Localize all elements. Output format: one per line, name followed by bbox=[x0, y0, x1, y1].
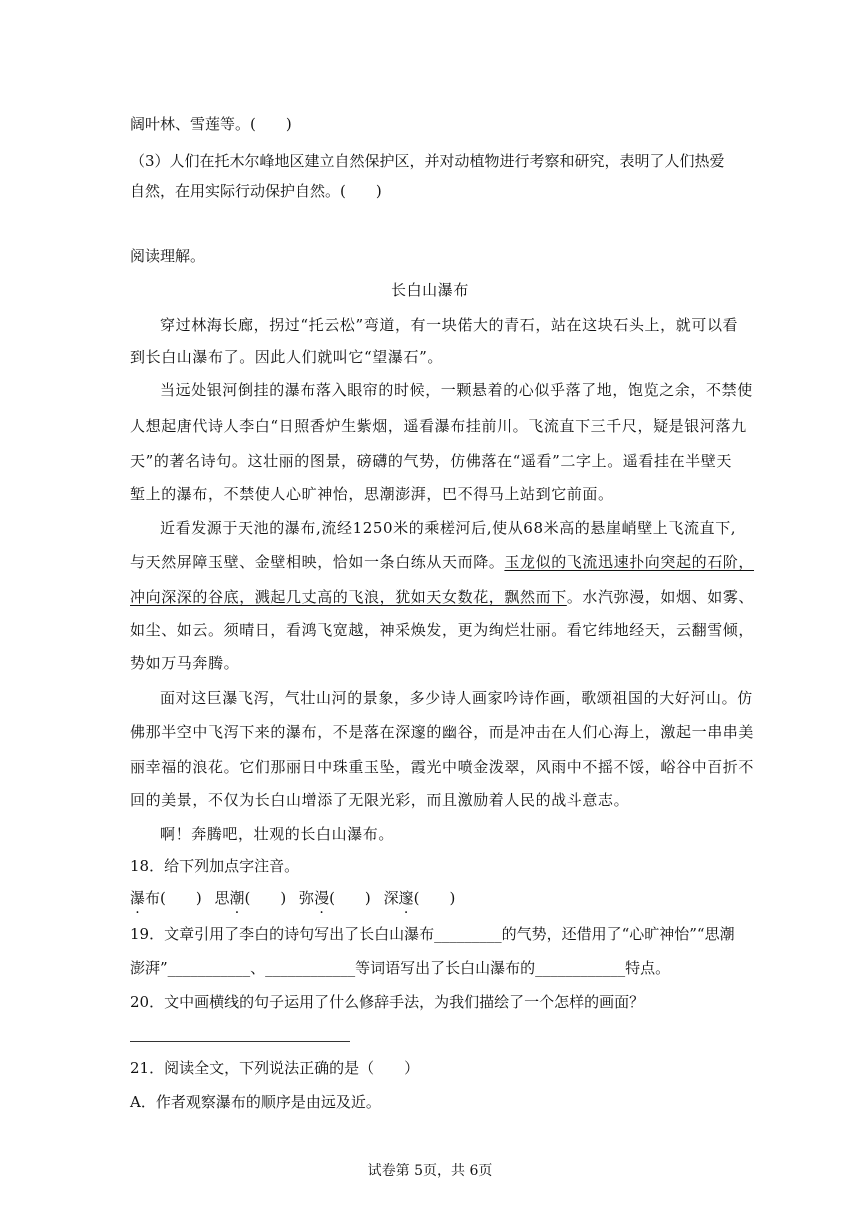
question-19-cont: 澎湃”___________、____________等词语写出了长白山瀑布的____________特点。 bbox=[130, 959, 671, 977]
passage-paragraph-3-cont bbox=[130, 587, 754, 607]
question-20-stem: 20．文中画横线的句子运用了什么修辞手法，为我们描绘了一个怎样的画面？ bbox=[130, 993, 645, 1011]
prev-question-line: 阔叶林、雪莲等。( ) bbox=[130, 115, 292, 133]
prev-question-item-3-cont: 自然，在用实际行动保护自然。( ) bbox=[130, 182, 382, 200]
question-19: 19．文章引用了李白的诗句写出了长白山瀑布_________的气势，还借用了“心旷神怡”“思潮 bbox=[130, 925, 735, 943]
passage-paragraph-2-cont: 堑上的瀑布，不禁使人心旷神怡，思潮澎湃，巴不得马上站到它前面。 bbox=[130, 485, 614, 503]
section-label: 阅读理解。 bbox=[130, 247, 206, 265]
passage-paragraph-3-cont bbox=[130, 552, 754, 572]
passage-paragraph-1-cont: 到长白山瀑布了。因此人们就叫它“望瀑石”。 bbox=[130, 348, 443, 366]
passage-paragraph-1: 穿过林海长廊，拐过“托云松”弯道，有一块偌大的青石，站在这块石头上，就可以看 bbox=[160, 316, 739, 334]
passage-paragraph-3-cont: 如尘、如云。须晴日，看鸿飞宽越，神采焕发，更为绚烂壮丽。看它纬地经天，云翻雪倾， bbox=[130, 621, 755, 639]
dotted-char: 潮 bbox=[229, 889, 245, 907]
passage-paragraph-2-cont: 人想起唐代诗人李白“日照香炉生紫烟，遥看瀑布挂前川。飞流直下三千尺，疑是银河落九 bbox=[130, 417, 747, 435]
passage-paragraph-4: 面对这巨瀑飞泻，气壮山河的景象，多少诗人画家吟诗作画，歌颂祖国的大好河山。仿 bbox=[160, 689, 753, 707]
question-18-stem: 18．给下列加点字注音。 bbox=[130, 857, 300, 875]
page-footer: 试卷第 5页，共 6页 bbox=[367, 1163, 493, 1179]
pinyin-item: 深邃( ) bbox=[383, 889, 456, 907]
underlined-sentence: 玉龙似的飞流迅速扑向突起的石阶， bbox=[504, 553, 755, 571]
passage-paragraph-5: 啊！奔腾吧，壮观的长白山瀑布。 bbox=[160, 825, 395, 843]
passage-paragraph-2: 当远处银河倒挂的瀑布落入眼帘的时候，一颗悬着的心似乎落了地，饱览之余，不禁使 bbox=[160, 381, 753, 399]
pinyin-item: 瀑布( ) bbox=[130, 889, 202, 907]
plain-text: 与天然屏障玉壁、金壁相映，恰如一条白练从天而降。 bbox=[130, 553, 505, 571]
passage-paragraph-3: 近看发源于天池的瀑布,流经1250米的乘槎河后,使从68米高的悬崖峭壁上飞流直下, bbox=[160, 519, 737, 537]
prev-question-item-3: （3）人们在托木尔峰地区建立自然保护区，并对动植物进行考察和研究，表明了人们热爱 bbox=[130, 152, 725, 170]
pinyin-item: 思潮( ) bbox=[214, 889, 287, 907]
passage-paragraph-3-cont: 势如万马奔腾。 bbox=[130, 654, 240, 672]
pinyin-item: 弥漫( ) bbox=[299, 889, 371, 907]
plain-text: 。水汽弥漫，如烟、如雾、 bbox=[566, 588, 755, 606]
question-18-items bbox=[130, 888, 455, 908]
passage-paragraph-2-cont: 天”的著名诗句。这壮丽的图景，磅礴的气势，仿佛落在“遥看”二字上。遥看挂在半壁天 bbox=[130, 452, 733, 470]
passage-paragraph-4-cont: 丽幸福的浪花。它们那丽日中珠重玉坠，霞光中喷金泼翠，风雨中不摇不馁，峪谷中百折不 bbox=[130, 758, 755, 776]
dotted-char: 漫 bbox=[314, 889, 330, 907]
question-21-stem: 21．阅读全文，下列说法正确的是（ ） bbox=[130, 1059, 420, 1077]
dotted-char: 瀑 bbox=[130, 889, 146, 907]
underlined-sentence: 冲向深深的谷底，溅起几丈高的飞浪，犹如天女数花，飘然而下 bbox=[130, 588, 567, 606]
dotted-char: 邃 bbox=[398, 889, 414, 907]
question-21-option-a: A．作者观察瀑布的顺序是由远及近。 bbox=[130, 1093, 381, 1111]
answer-line[interactable] bbox=[130, 1041, 350, 1042]
passage-paragraph-4-cont: 佛那半空中飞泻下来的瀑布，不是落在深邃的幽谷，而是冲击在人们心海上，激起一串串美 bbox=[130, 723, 755, 741]
passage-title: 长白山瀑布 bbox=[390, 281, 469, 299]
passage-paragraph-4-cont: 回的美景，不仅为长白山增添了无限光彩，而且激励着人民的战斗意志。 bbox=[130, 791, 630, 809]
